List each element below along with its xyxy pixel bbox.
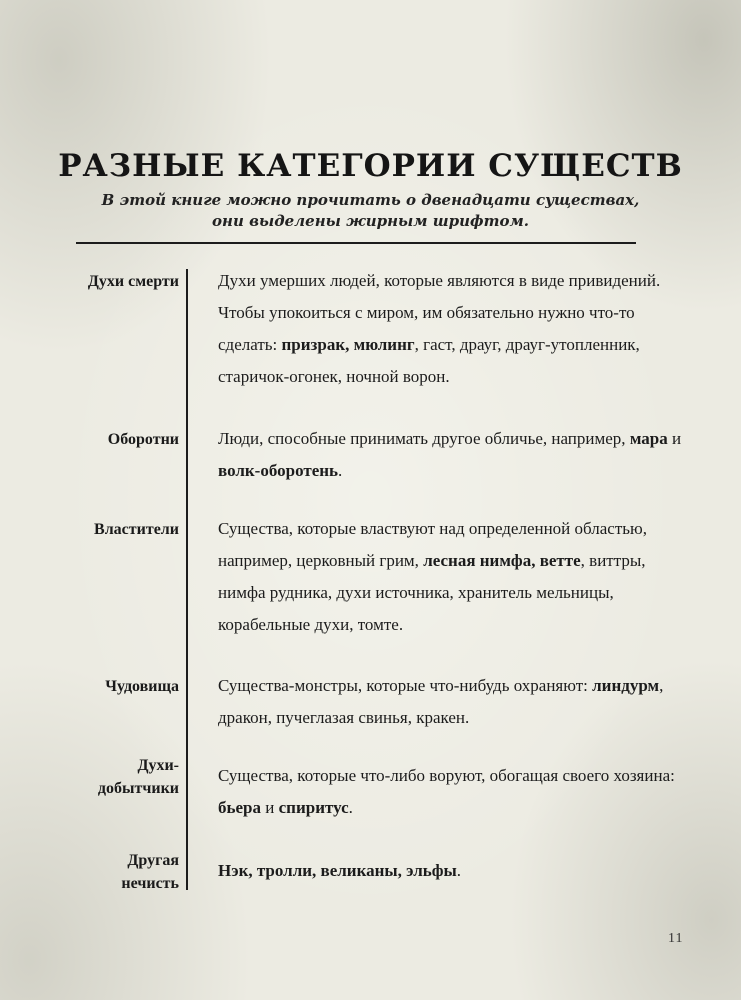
description-text: Существа, которые что-либо воруют, обогащая своего хозяина: [218,766,675,785]
category-label-line: добытчики [97,780,179,797]
description-text: . [338,461,343,480]
category-label-werewolves [108,428,179,451]
category-description-death-spirits [218,265,688,393]
category-label-line: Духи смерти [87,273,179,290]
category-description-werewolves [218,423,688,487]
creature-name: спиритус [278,798,349,817]
creature-name: волк-оборотень [218,461,339,480]
description-text: Существа-монстры, которые что-нибудь охраняют: [218,676,593,695]
category-description-monsters [218,670,688,734]
category-label-death-spirits [88,270,179,293]
creature-name: призрак, мюлинг [281,335,415,354]
description-text: , гаст, драуг, драуг-утопленник, старичок-огонек, ночной ворон. [218,335,640,386]
category-label-rulers [94,518,179,541]
category-label-line: Другая [127,852,179,869]
page-number: 11 [668,931,684,946]
page-title: РАЗНЫЕ КАТЕГОРИИ СУЩЕСТВ [58,148,683,184]
description-text: Люди, способные принимать другое обличье, например, [218,429,630,448]
category-label-line: Чудовища [105,678,179,695]
description-text: Духи умерших людей, которые являются в виде привидений. Чтобы упокоиться с миром, им обязательно нужно что-то сделать: [218,271,661,354]
category-description-rulers [218,513,688,641]
subtitle-line: они выделены жирным шрифтом. [212,212,529,230]
category-description-thief-spirits [218,760,688,824]
creature-name: Нэк, тролли, великаны, эльфы [218,861,457,880]
description-text: и [667,429,682,448]
description-text: , виттры, нимфа рудника, духи источника, хранитель мельницы, корабельные духи, томте. [218,551,646,634]
category-label-monsters [105,675,179,698]
description-text: . [456,861,462,880]
creature-name: лесная нимфа, ветте [423,551,581,570]
description-text: , дракон, пучеглазая свинья, кракен. [218,676,664,727]
category-label-thief-spirits [98,754,179,800]
horizontal-divider [76,242,636,244]
vertical-divider [186,269,188,890]
category-label-line: Духи- [137,757,179,774]
category-label-other-creatures [121,849,179,895]
subtitle-line: В этой книге можно прочитать о двенадцати существах, [101,191,640,209]
creature-name: линдурм [592,676,660,695]
description-text: . [348,798,353,817]
description-text: и [261,798,279,817]
category-description-other-creatures [218,855,688,887]
category-label-line: Властители [94,521,179,538]
creature-name: бьера [218,798,261,817]
category-label-line: нечисть [121,875,179,892]
page-subtitle [0,190,741,232]
category-label-line: Оборотни [107,431,179,448]
description-text: Существа, которые властвуют над определенной областью, например, церковный грим, [218,519,647,570]
creature-name: мара [629,429,668,448]
